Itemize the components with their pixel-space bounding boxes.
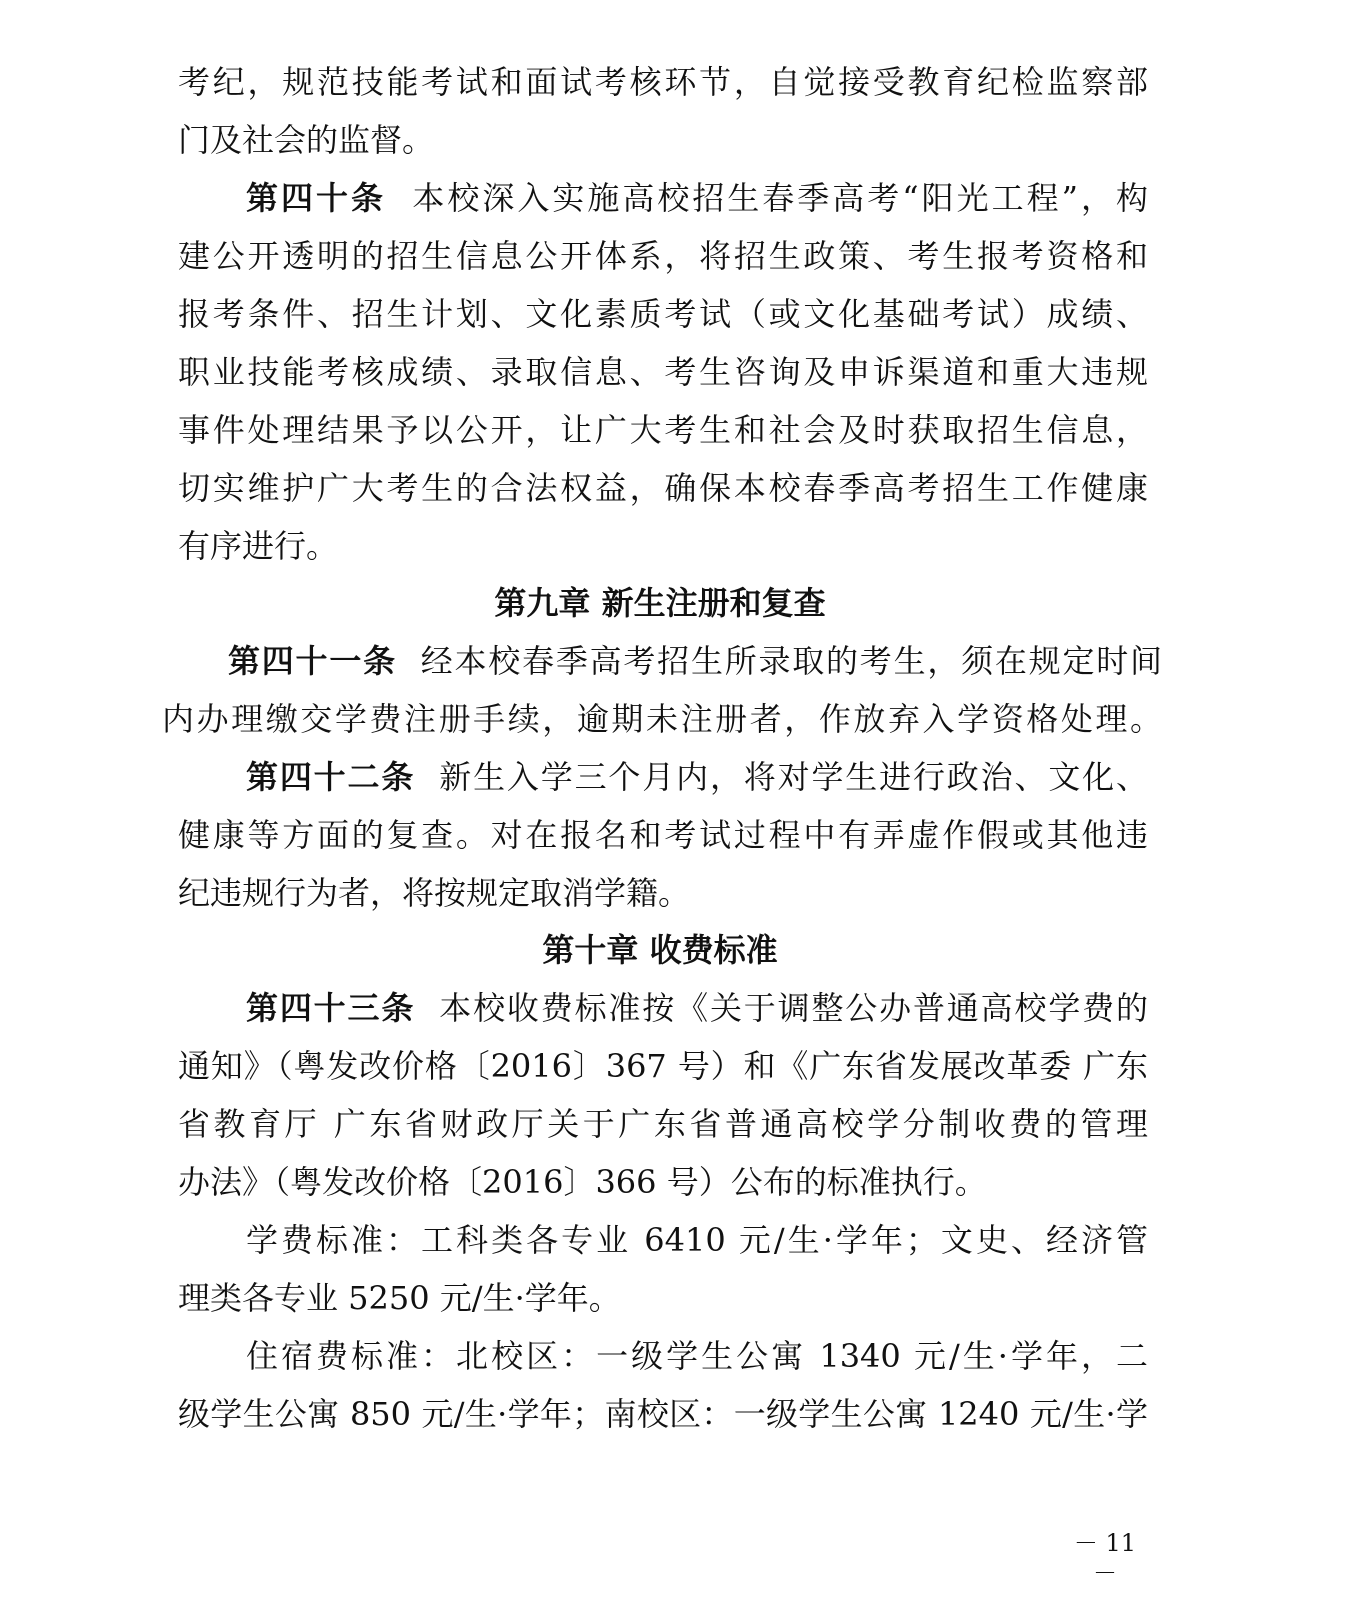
article-41-heading: 第四十一条 — [228, 642, 397, 680]
article-42-text: 新生入学三个月内，将对学生进行政治、文化、 — [439, 758, 1148, 796]
paragraph-line: 纪违规行为者，将按规定取消学籍。 — [178, 874, 691, 912]
article-42-first-line — [246, 757, 1148, 797]
paragraph-line: 考纪，规范技能考试和面试考核环节，自觉接受教育纪检监察部 — [178, 63, 1148, 101]
article-43-text: 本校收费标准按《关于调整公办普通高校学费的 — [439, 989, 1148, 1027]
paragraph-line: 职业技能考核成绩、录取信息、考生咨询及申诉渠道和重大违规 — [178, 353, 1148, 391]
article-40-heading: 第四十条 — [246, 179, 386, 217]
paragraph-line: 门及社会的监督。 — [178, 121, 435, 159]
paragraph-line: 级学生公寓 850 元/生·学年；南校区：一级学生公寓 1240 元/生·学 — [178, 1395, 1148, 1433]
paragraph-line: 事件处理结果予以公开，让广大考生和社会及时获取招生信息， — [178, 411, 1148, 449]
article-43-first-line — [246, 988, 1148, 1028]
paragraph-line: 内办理缴交学费注册手续，逾期未注册者，作放弃入学资格处理。 — [162, 700, 1162, 738]
paragraph-line: 省教育厅 广东省财政厅关于广东省普通高校学分制收费的管理 — [178, 1105, 1148, 1143]
paragraph-line: 切实维护广大考生的合法权益，确保本校春季高考招生工作健康 — [178, 469, 1148, 507]
article-40-first-line — [246, 178, 1148, 218]
page-number: － 11 － — [1073, 1529, 1137, 1587]
paragraph-line: 建公开透明的招生信息公开体系，将招生政策、考生报考资格和 — [178, 237, 1148, 275]
paragraph-line: 通知》（粤发改价格〔2016〕367 号）和《广东省发展改革委 广东 — [178, 1047, 1148, 1085]
chapter-9-heading: 第九章 新生注册和复查 — [494, 584, 826, 622]
accommodation-standard-line: 住宿费标准：北校区：一级学生公寓 1340 元/生·学年，二 — [246, 1337, 1148, 1375]
paragraph-line: 报考条件、招生计划、文化素质考试（或文化基础考试）成绩、 — [178, 295, 1148, 333]
chapter-10-heading: 第十章 收费标准 — [542, 931, 778, 969]
tuition-standard-line: 学费标准：工科类各专业 6410 元/生·学年；文史、经济管 — [246, 1221, 1148, 1259]
paragraph-line: 办法》（粤发改价格〔2016〕366 号）公布的标准执行。 — [178, 1163, 987, 1201]
article-41-first-line — [228, 641, 1162, 681]
paragraph-line: 健康等方面的复查。对在报名和考试过程中有弄虚作假或其他违 — [178, 816, 1148, 854]
article-40-text: 本校深入实施高校招生春季高考“阳光工程”，构 — [412, 179, 1148, 217]
article-42-heading: 第四十二条 — [246, 758, 416, 796]
article-43-heading: 第四十三条 — [246, 989, 416, 1027]
article-41-text: 经本校春季高考招生所录取的考生，须在规定时间 — [420, 642, 1162, 680]
paragraph-line: 有序进行。 — [178, 527, 339, 565]
paragraph-line: 理类各专业 5250 元/生·学年。 — [178, 1279, 621, 1317]
